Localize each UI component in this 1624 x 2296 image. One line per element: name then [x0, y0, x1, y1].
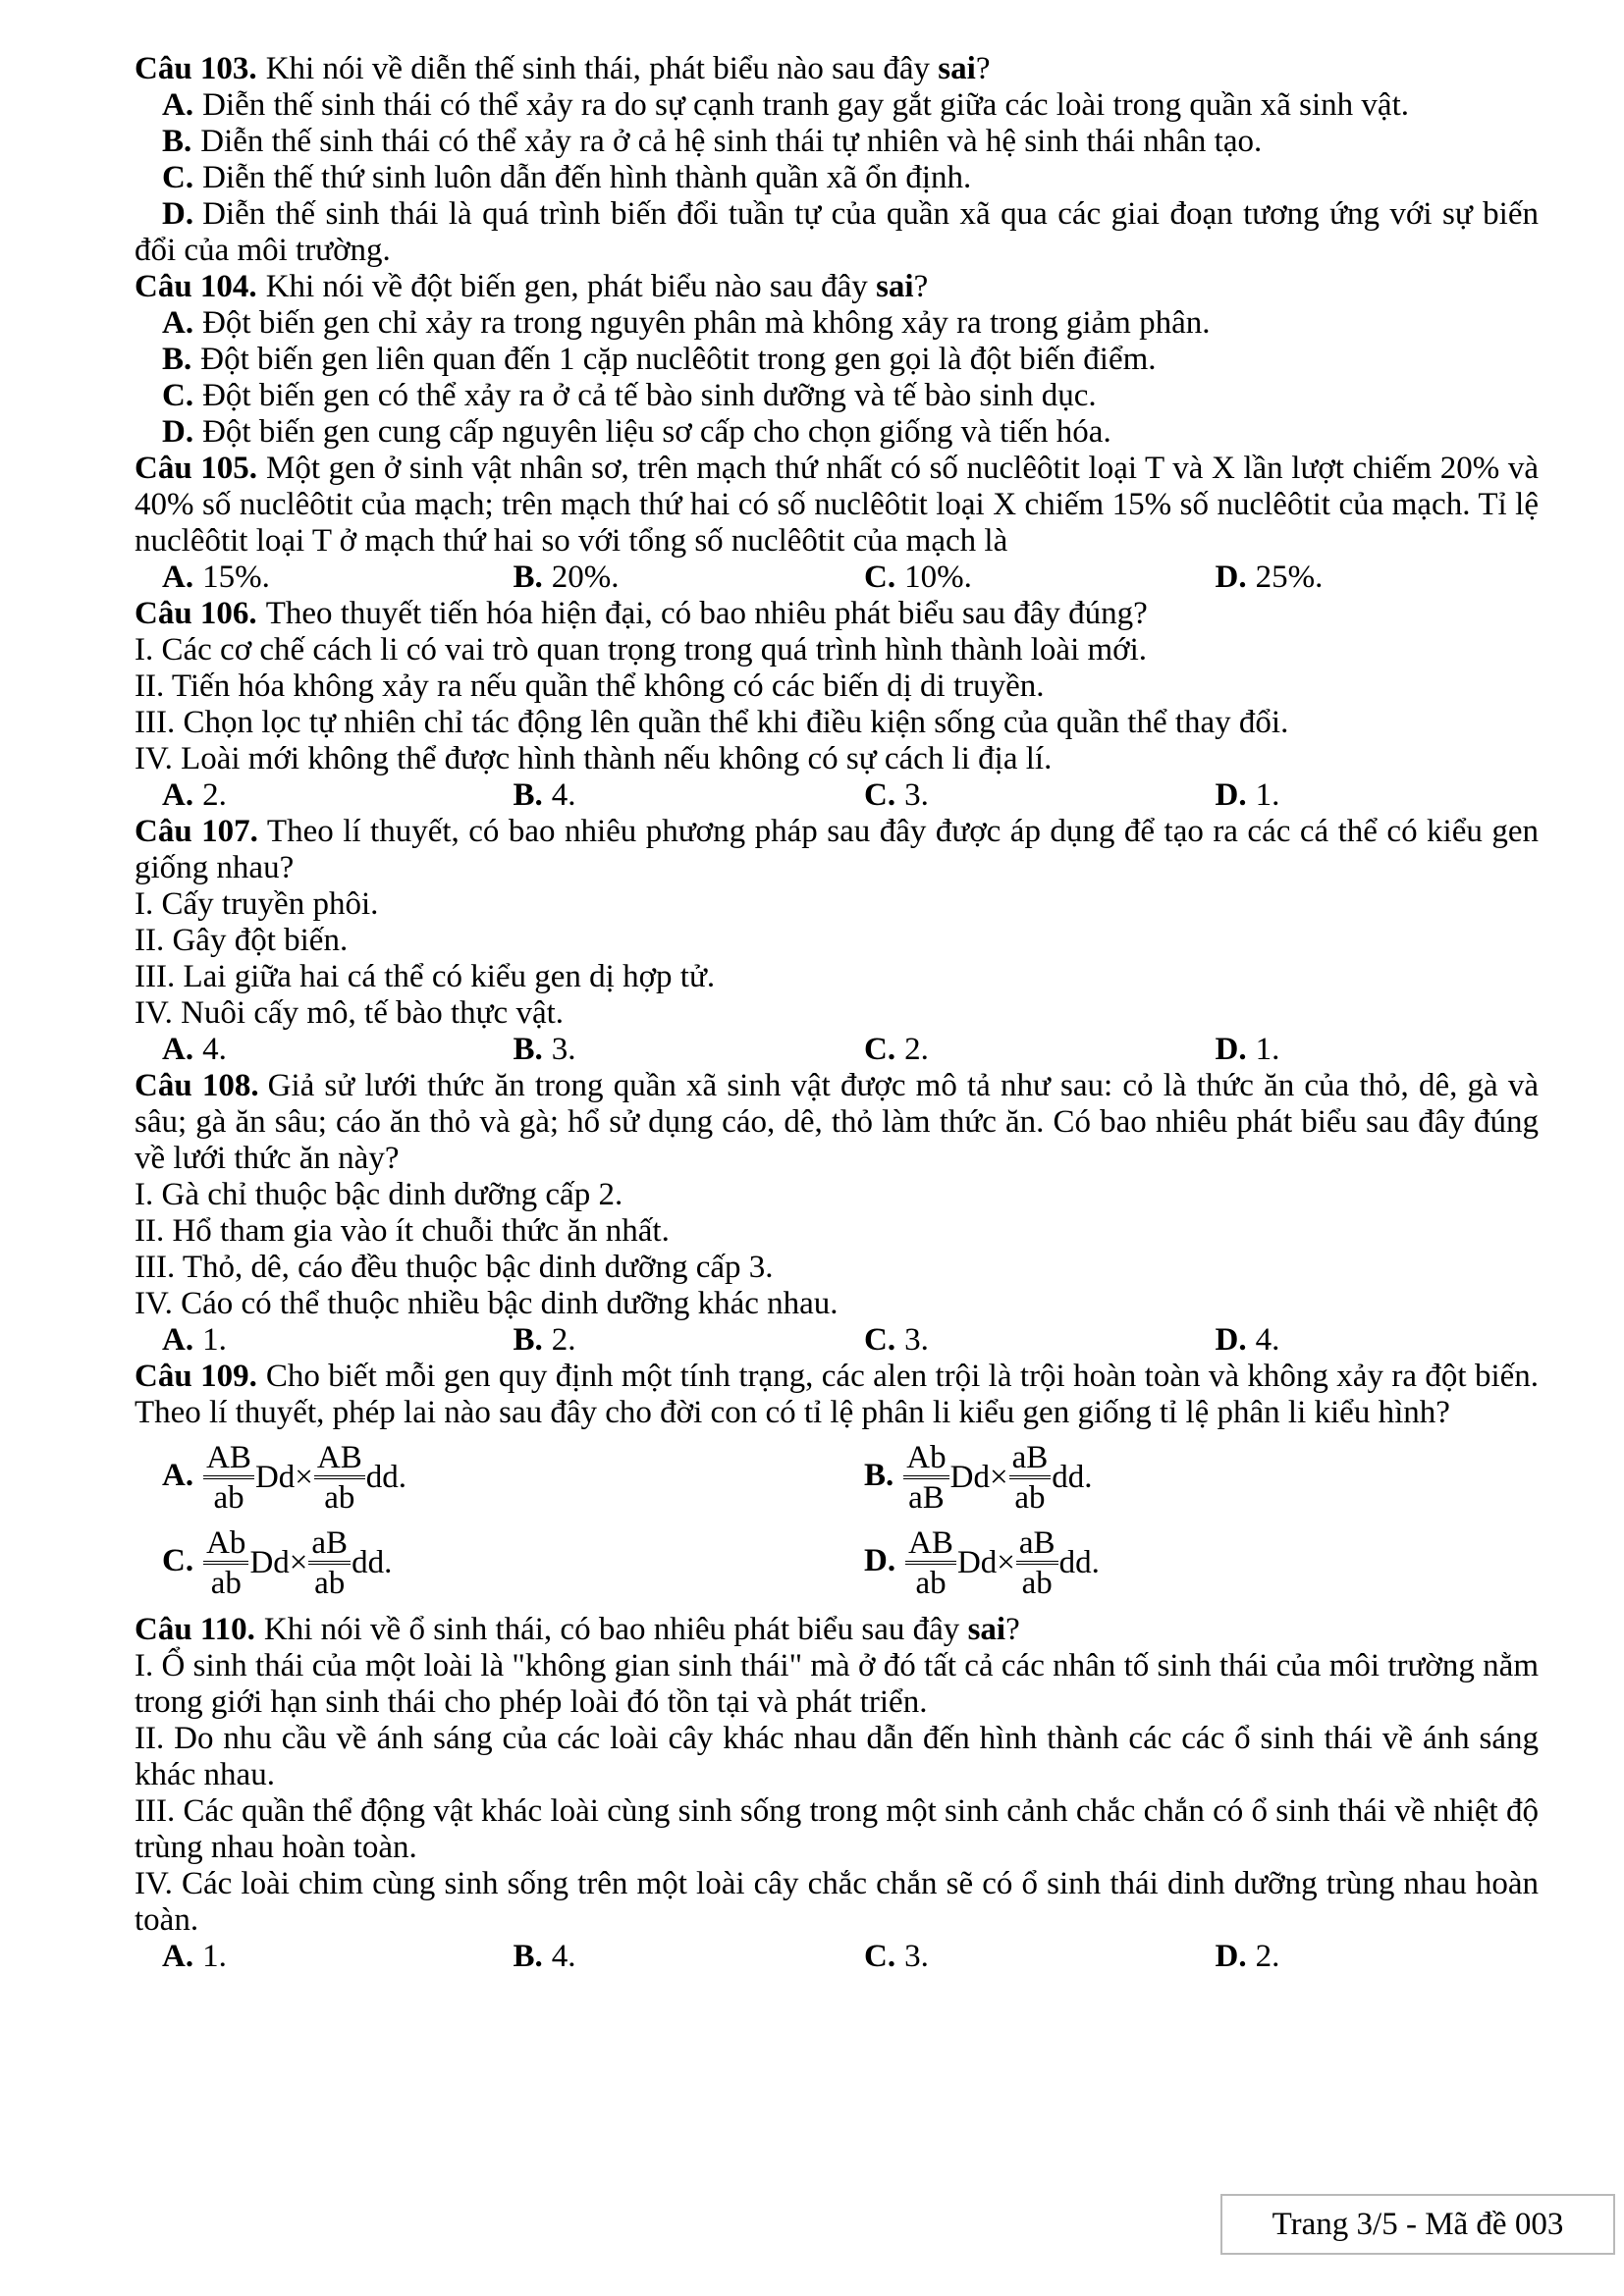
options-row — [135, 1939, 1539, 1975]
option-text: 20%. — [551, 560, 620, 595]
option-c — [837, 1032, 1188, 1068]
option-c — [837, 560, 1188, 596]
tail-text: dd. — [1052, 1460, 1093, 1495]
option-letter: D. — [1215, 777, 1247, 813]
option-letter: B. — [162, 342, 192, 377]
stem-keyword: sai — [938, 51, 976, 86]
option-d — [135, 414, 1539, 451]
option-letter: A. — [162, 305, 194, 341]
option-letter: C. — [162, 160, 194, 195]
option-text: 1. — [1255, 1032, 1280, 1067]
option-text: 1. — [202, 1939, 227, 1974]
question-103 — [135, 51, 1539, 269]
option-b — [486, 1939, 838, 1975]
genotype-fraction — [203, 1526, 248, 1600]
stem-end: ? — [975, 51, 991, 86]
option-letter: C. — [864, 1939, 896, 1974]
option-text: Đột biến gen có thể xảy ra ở cả tế bào sinh dưỡng và tế bào sinh dục. — [202, 378, 1097, 413]
genotype-fraction — [903, 1441, 948, 1515]
option-text: 1. — [1255, 777, 1280, 813]
option-text: 4. — [202, 1032, 227, 1067]
option-text: 3. — [904, 777, 929, 813]
fraction-denominator: ab — [210, 1566, 242, 1601]
option-a — [135, 1322, 486, 1359]
fraction-denominator: ab — [324, 1480, 355, 1516]
stem-text: Cho biết mỗi gen quy định một tính trạng, các alen trội là trội hoàn toàn và không xảy ra đột biến. Theo lí thuyết, phép lai nào sau đây cho đời con có tỉ lệ phân li kiểu gen giống tỉ lệ phân li kiểu hình? — [135, 1359, 1540, 1430]
option-text: Đột biến gen liên quan đến 1 cặp nuclêôtit trong gen gọi là đột biến điểm. — [200, 342, 1157, 377]
question-number: Câu 109. — [135, 1359, 257, 1394]
option-text: 4. — [1255, 1322, 1280, 1358]
option-letter: C. — [162, 378, 194, 413]
fraction-numerator: aB — [308, 1526, 351, 1565]
question-number: Câu 110. — [135, 1612, 255, 1647]
cross-text: Dd× — [254, 1460, 313, 1495]
statement-1: I. Ổ sinh thái của một loài là "không gian sinh thái" mà ở đó tất cả các nhân tố sinh thái của môi trường nằm trong giới hạn sinh thái cho phép loài đó tồn tại và phát triển. — [135, 1648, 1539, 1720]
statement-2: II. Do nhu cầu về ánh sáng của các loài cây khác nhau dẫn đến hình thành các các ổ sinh thái về ánh sáng khác nhau. — [135, 1721, 1539, 1792]
option-letter: A. — [162, 777, 194, 813]
option-d — [1188, 1032, 1540, 1068]
question-number: Câu 107. — [135, 814, 258, 849]
stem-text: Khi nói về diễn thế sinh thái, phát biểu nào sau đây — [265, 51, 939, 86]
question-stem — [135, 1612, 1539, 1648]
option-text: 3. — [551, 1032, 576, 1067]
question-number: Câu 104. — [135, 269, 257, 304]
option-text: Diễn thế sinh thái có thể xảy ra do sự cạnh tranh gay gắt giữa các loài trong quần xã sinh vật. — [202, 87, 1409, 123]
question-stem — [135, 1359, 1539, 1431]
stem-text: Khi nói về đột biến gen, phát biểu nào sau đây — [265, 269, 877, 304]
option-c — [135, 1526, 837, 1600]
stem-end: ? — [1005, 1612, 1020, 1647]
options-row — [135, 1032, 1539, 1068]
question-106 — [135, 596, 1539, 814]
question-107 — [135, 814, 1539, 1068]
option-letter: A. — [162, 1322, 194, 1358]
option-letter: B. — [513, 1322, 543, 1358]
option-letter: B. — [513, 560, 543, 595]
question-stem — [135, 814, 1539, 886]
option-d — [1188, 777, 1540, 814]
statement-2: II. Gây đột biến. — [135, 923, 349, 958]
option-letter: A. — [162, 560, 194, 595]
cross-text: Dd× — [949, 1460, 1008, 1495]
option-d — [1188, 560, 1540, 596]
option-text: 2. — [551, 1322, 576, 1358]
question-number: Câu 106. — [135, 596, 257, 631]
fraction-numerator: Ab — [903, 1441, 948, 1479]
option-letter: A. — [162, 1939, 194, 1974]
fraction-numerator: aB — [1009, 1441, 1052, 1479]
genotype-fraction — [203, 1441, 254, 1515]
option-d — [1188, 1939, 1540, 1975]
statement-4: IV. Cáo có thể thuộc nhiều bậc dinh dưỡng khác nhau. — [135, 1286, 839, 1321]
tail-text: dd. — [365, 1460, 406, 1495]
option-text: 1. — [202, 1322, 227, 1358]
option-a — [135, 1441, 837, 1515]
option-letter: A. — [162, 1458, 194, 1494]
page-footer — [1220, 2194, 1615, 2255]
option-d — [837, 1526, 1539, 1600]
option-b — [486, 777, 838, 814]
option-text: 2. — [1255, 1939, 1280, 1974]
option-letter: B. — [513, 777, 543, 813]
option-text: Diễn thế sinh thái là quá trình biến đổi tuần tự của quần xã qua các giai đoạn tương ứng với sự biến đổi của môi trường. — [135, 196, 1539, 268]
question-110 — [135, 1612, 1539, 1975]
option-letter: A. — [162, 1032, 194, 1067]
fraction-numerator: AB — [314, 1441, 365, 1479]
options-row-cd — [135, 1526, 1539, 1600]
stem-end: ? — [913, 269, 929, 304]
option-letter: C. — [162, 1543, 194, 1579]
genotype-fraction — [905, 1526, 956, 1600]
option-d — [135, 196, 1539, 269]
question-109 — [135, 1359, 1539, 1600]
option-a — [135, 87, 1539, 124]
option-text: 3. — [904, 1322, 929, 1358]
option-text: Đột biến gen chỉ xảy ra trong nguyên phân mà không xảy ra trong giảm phân. — [202, 305, 1211, 341]
option-a — [135, 560, 486, 596]
statement-1: I. Cấy truyền phôi. — [135, 886, 379, 922]
statement-3: III. Thỏ, dê, cáo đều thuộc bậc dinh dưỡng cấp 3. — [135, 1250, 774, 1285]
fraction-denominator: aB — [908, 1480, 945, 1516]
option-b — [135, 342, 1539, 378]
statement-1: I. Gà chỉ thuộc bậc dinh dưỡng cấp 2. — [135, 1177, 623, 1212]
options-row — [135, 777, 1539, 814]
fraction-denominator: ab — [915, 1566, 947, 1601]
statement-4: IV. Loài mới không thể được hình thành nếu không có sự cách li địa lí. — [135, 741, 1053, 776]
question-105 — [135, 451, 1539, 596]
option-text: 2. — [904, 1032, 929, 1067]
option-letter: D. — [1215, 1322, 1247, 1358]
option-letter: C. — [864, 1032, 896, 1067]
option-b — [135, 124, 1539, 160]
tail-text: dd. — [352, 1545, 393, 1580]
fraction-denominator: ab — [1021, 1566, 1053, 1601]
fraction-numerator: AB — [203, 1441, 254, 1479]
option-b — [486, 1322, 838, 1359]
question-stem — [135, 269, 1539, 305]
option-letter: C. — [864, 1322, 896, 1358]
stem-text: Giả sử lưới thức ăn trong quần xã sinh vật được mô tả như sau: cỏ là thức ăn của thỏ, dê, gà và sâu; gà ăn sâu; cáo ăn thỏ và gà; hổ sử dụng cáo, dê, thỏ làm thức ăn. Có bao nhiêu phát biểu sau đây đúng về lưới thức ăn này? — [135, 1068, 1539, 1176]
option-letter: B. — [513, 1032, 543, 1067]
options-row — [135, 560, 1539, 596]
tail-text: dd. — [1058, 1545, 1100, 1580]
option-text: Diễn thế sinh thái có thể xảy ra ở cả hệ sinh thái tự nhiên và hệ sinh thái nhân tạo. — [200, 124, 1263, 159]
fraction-denominator: ab — [213, 1480, 244, 1516]
genotype-fraction — [1009, 1441, 1052, 1515]
option-d — [1188, 1322, 1540, 1359]
option-b — [837, 1441, 1539, 1515]
genotype-fraction — [308, 1526, 351, 1600]
statement-3: III. Lai giữa hai cá thể có kiểu gen dị hợp tử. — [135, 959, 716, 994]
question-108 — [135, 1068, 1539, 1359]
stem-text: Theo lí thuyết, có bao nhiêu phương pháp sau đây được áp dụng để tạo ra các cá thể có kiểu gen giống nhau? — [135, 814, 1539, 885]
option-letter: D. — [162, 414, 194, 450]
option-text: 15%. — [202, 560, 270, 595]
option-a — [135, 777, 486, 814]
option-letter: D. — [1215, 1032, 1247, 1067]
stem-keyword: sai — [967, 1612, 1006, 1647]
fraction-denominator: ab — [1014, 1480, 1046, 1516]
option-text: 4. — [551, 1939, 576, 1974]
options-row-ab — [135, 1441, 1539, 1515]
option-text: Diễn thế thứ sinh luôn dẫn đến hình thành quần xã ổn định. — [202, 160, 972, 195]
stem-text: Khi nói về ổ sinh thái, có bao nhiêu phát biểu sau đây — [263, 1612, 968, 1647]
question-stem — [135, 451, 1539, 560]
option-letter: C. — [864, 560, 896, 595]
option-c — [135, 378, 1539, 414]
option-letter: D. — [1215, 1939, 1247, 1974]
option-letter: C. — [864, 777, 896, 813]
option-b — [486, 1032, 838, 1068]
option-text: Đột biến gen cung cấp nguyên liệu sơ cấp cho chọn giống và tiến hóa. — [202, 414, 1111, 450]
question-104 — [135, 269, 1539, 451]
stem-text: Theo thuyết tiến hóa hiện đại, có bao nhiêu phát biểu sau đây đúng? — [265, 596, 1148, 631]
exam-content — [135, 51, 1539, 1975]
option-text: 25%. — [1255, 560, 1324, 595]
option-letter: B. — [513, 1939, 543, 1974]
statement-3: III. Chọn lọc tự nhiên chỉ tác động lên quần thể khi điều kiện sống của quần thể thay đổi. — [135, 705, 1289, 740]
question-number: Câu 103. — [135, 51, 257, 86]
statement-4: IV. Nuôi cấy mô, tế bào thực vật. — [135, 995, 565, 1031]
statement-1: I. Các cơ chế cách li có vai trò quan trọng trong quá trình hình thành loài mới. — [135, 632, 1148, 667]
option-c — [837, 1939, 1188, 1975]
footer-text: Trang 3/5 - Mã đề 003 — [1272, 2206, 1564, 2242]
option-a — [135, 1032, 486, 1068]
option-c — [837, 777, 1188, 814]
option-text: 10%. — [904, 560, 972, 595]
option-b — [486, 560, 838, 596]
option-text: 3. — [904, 1939, 929, 1974]
option-a — [135, 1939, 486, 1975]
fraction-numerator: aB — [1016, 1526, 1058, 1565]
stem-text: Một gen ở sinh vật nhân sơ, trên mạch thứ nhất có số nuclêôtit loại T và X lần lượt chiếm 20% và 40% số nuclêôtit của mạch; trên mạch thứ hai có số nuclêôtit loại X chiếm 15% số nuclêôtit của mạch. Tỉ lệ nuclêôtit loại T ở mạch thứ hai so với tổng số nuclêôtit của mạch là — [135, 451, 1539, 559]
option-letter: D. — [864, 1543, 896, 1579]
question-stem — [135, 596, 1539, 632]
question-number: Câu 105. — [135, 451, 258, 486]
question-stem — [135, 1068, 1539, 1177]
option-text: 2. — [202, 777, 227, 813]
statement-4: IV. Các loài chim cùng sinh sống trên một loài cây chắc chắn sẽ có ổ sinh thái dinh dưỡng trùng nhau hoàn toàn. — [135, 1866, 1539, 1938]
cross-text: Dd× — [956, 1545, 1015, 1580]
fraction-denominator: ab — [314, 1566, 346, 1601]
option-letter: B. — [864, 1458, 894, 1494]
option-letter: B. — [162, 124, 192, 159]
option-a — [135, 305, 1539, 342]
option-letter: D. — [162, 196, 194, 232]
option-letter: A. — [162, 87, 194, 123]
statement-2: II. Tiến hóa không xảy ra nếu quần thể không có các biến dị di truyền. — [135, 668, 1045, 704]
option-c — [837, 1322, 1188, 1359]
genotype-fraction — [314, 1441, 365, 1515]
question-number: Câu 108. — [135, 1068, 259, 1103]
option-letter: D. — [1215, 560, 1247, 595]
fraction-numerator: AB — [905, 1526, 956, 1565]
fraction-numerator: Ab — [203, 1526, 248, 1565]
cross-text: Dd× — [249, 1545, 308, 1580]
options-row — [135, 1322, 1539, 1359]
stem-keyword: sai — [876, 269, 914, 304]
statement-2: II. Hổ tham gia vào ít chuỗi thức ăn nhất. — [135, 1213, 670, 1249]
statement-3: III. Các quần thể động vật khác loài cùng sinh sống trong một sinh cảnh chắc chắn có ổ sinh thái về nhiệt độ trùng nhau hoàn toàn. — [135, 1793, 1539, 1865]
question-stem — [135, 51, 1539, 87]
option-text: 4. — [551, 777, 576, 813]
option-c — [135, 160, 1539, 196]
genotype-fraction — [1016, 1526, 1058, 1600]
